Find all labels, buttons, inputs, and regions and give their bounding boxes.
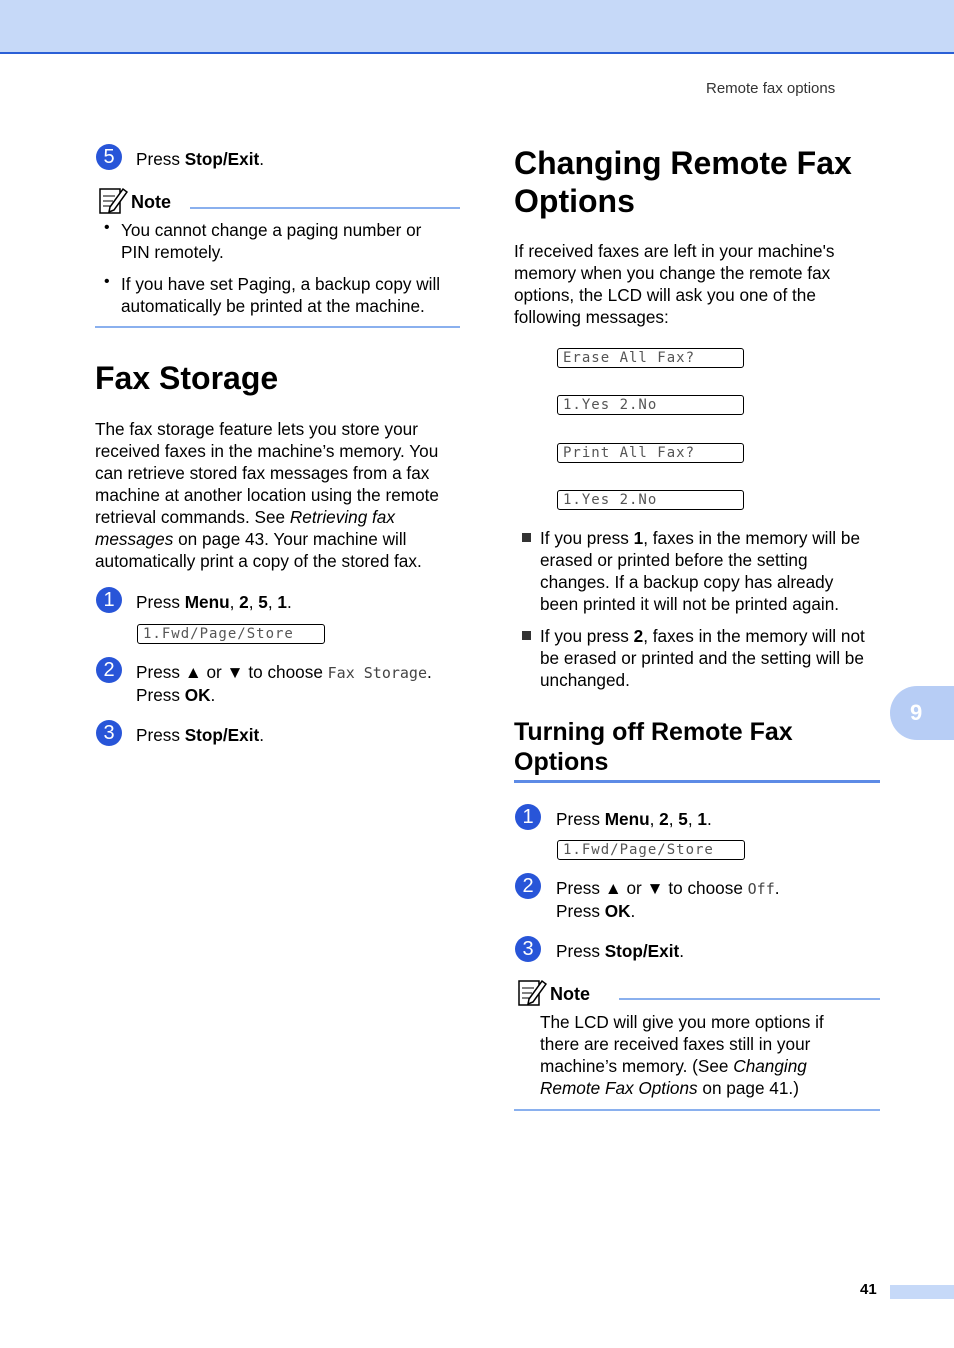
note-pencil-icon bbox=[98, 185, 128, 215]
square-bullet bbox=[522, 533, 531, 542]
lcd-display: Print All Fax? bbox=[557, 443, 744, 463]
chapter-tab: 9 bbox=[890, 686, 954, 740]
lcd-display: 1.Yes 2.No bbox=[557, 395, 744, 415]
section-title-fax-storage: Fax Storage bbox=[95, 360, 279, 396]
subsection-rule bbox=[514, 780, 880, 783]
note-top-rule bbox=[190, 207, 460, 209]
step-number-3: 3 bbox=[515, 936, 541, 962]
page-number: 41 bbox=[860, 1281, 877, 1298]
note-bottom-rule bbox=[514, 1109, 880, 1111]
note-bottom-rule bbox=[95, 326, 460, 328]
lcd-display: 1.Fwd/Page/Store bbox=[557, 840, 745, 860]
page-number-band bbox=[890, 1285, 954, 1299]
step-number-5: 5 bbox=[96, 144, 122, 170]
step-number-2: 2 bbox=[515, 873, 541, 899]
bullet-dot: • bbox=[104, 273, 110, 290]
lcd-display: 1.Yes 2.No bbox=[557, 490, 744, 510]
note-label: Note bbox=[131, 192, 171, 212]
turning-off-step-2-text: Press ▲ or ▼ to choose Off. Press OK. bbox=[556, 878, 780, 921]
turning-off-step-3-text: Press Stop/Exit. bbox=[556, 941, 684, 961]
top-header-band bbox=[0, 0, 954, 54]
step-number-3: 3 bbox=[96, 720, 122, 746]
square-bullet bbox=[522, 631, 531, 640]
section-title-changing-remote-fax-options: Changing Remote Fax Options bbox=[514, 145, 852, 219]
running-head: Remote fax options bbox=[706, 80, 836, 97]
note-item-2: If you have set Paging, a backup copy will automatically be printed at the machine. bbox=[121, 274, 441, 316]
fax-storage-step-2-text: Press ▲ or ▼ to choose Fax Storage. Press OK. bbox=[136, 662, 432, 705]
subsection-title-turning-off: Turning off Remote Fax Options bbox=[514, 718, 793, 776]
fax-storage-paragraph: The fax storage feature lets you store your received faxes in the machine’s memory. You can retrieve stored fax messages from a fax machine at another location using the remote retrieval commands. See Retrieving fax messages on page 43. Your machine will automatically print a copy of the stored fax. bbox=[95, 419, 439, 571]
lcd-display: 1.Fwd/Page/Store bbox=[137, 624, 325, 644]
note-2-text: The LCD will give you more options if there are received faxes still in your machine’s memory. (See Changing Remote Fax Options on page 41.) bbox=[540, 1012, 824, 1098]
step-5-text: Press Stop/Exit. bbox=[136, 149, 264, 169]
step-number-2: 2 bbox=[96, 657, 122, 683]
note-label: Note bbox=[550, 984, 590, 1004]
turning-off-step-1-text: Press Menu, 2, 5, 1. bbox=[556, 809, 712, 829]
note-pencil-icon bbox=[517, 977, 547, 1007]
fax-storage-step-3-text: Press Stop/Exit. bbox=[136, 725, 264, 745]
changing-paragraph: If received faxes are left in your machine's memory when you change the remote fax options, the LCD will ask you one of the following messages: bbox=[514, 241, 835, 327]
bullet-dot: • bbox=[104, 219, 110, 236]
step-number-1: 1 bbox=[515, 804, 541, 830]
step-number-1: 1 bbox=[96, 587, 122, 613]
lcd-display: Erase All Fax? bbox=[557, 348, 744, 368]
note-item-1: You cannot change a paging number or PIN remotely. bbox=[121, 220, 422, 262]
changing-bullet-1: If you press 1, faxes in the memory will be erased or printed before the setting changes. If a backup copy has already been printed it will not be printed again. bbox=[540, 528, 861, 614]
changing-bullet-2: If you press 2, faxes in the memory will not be erased or printed and the setting will be unchanged. bbox=[540, 626, 865, 690]
fax-storage-step-1-text: Press Menu, 2, 5, 1. bbox=[136, 592, 292, 612]
note-top-rule bbox=[619, 998, 880, 1000]
